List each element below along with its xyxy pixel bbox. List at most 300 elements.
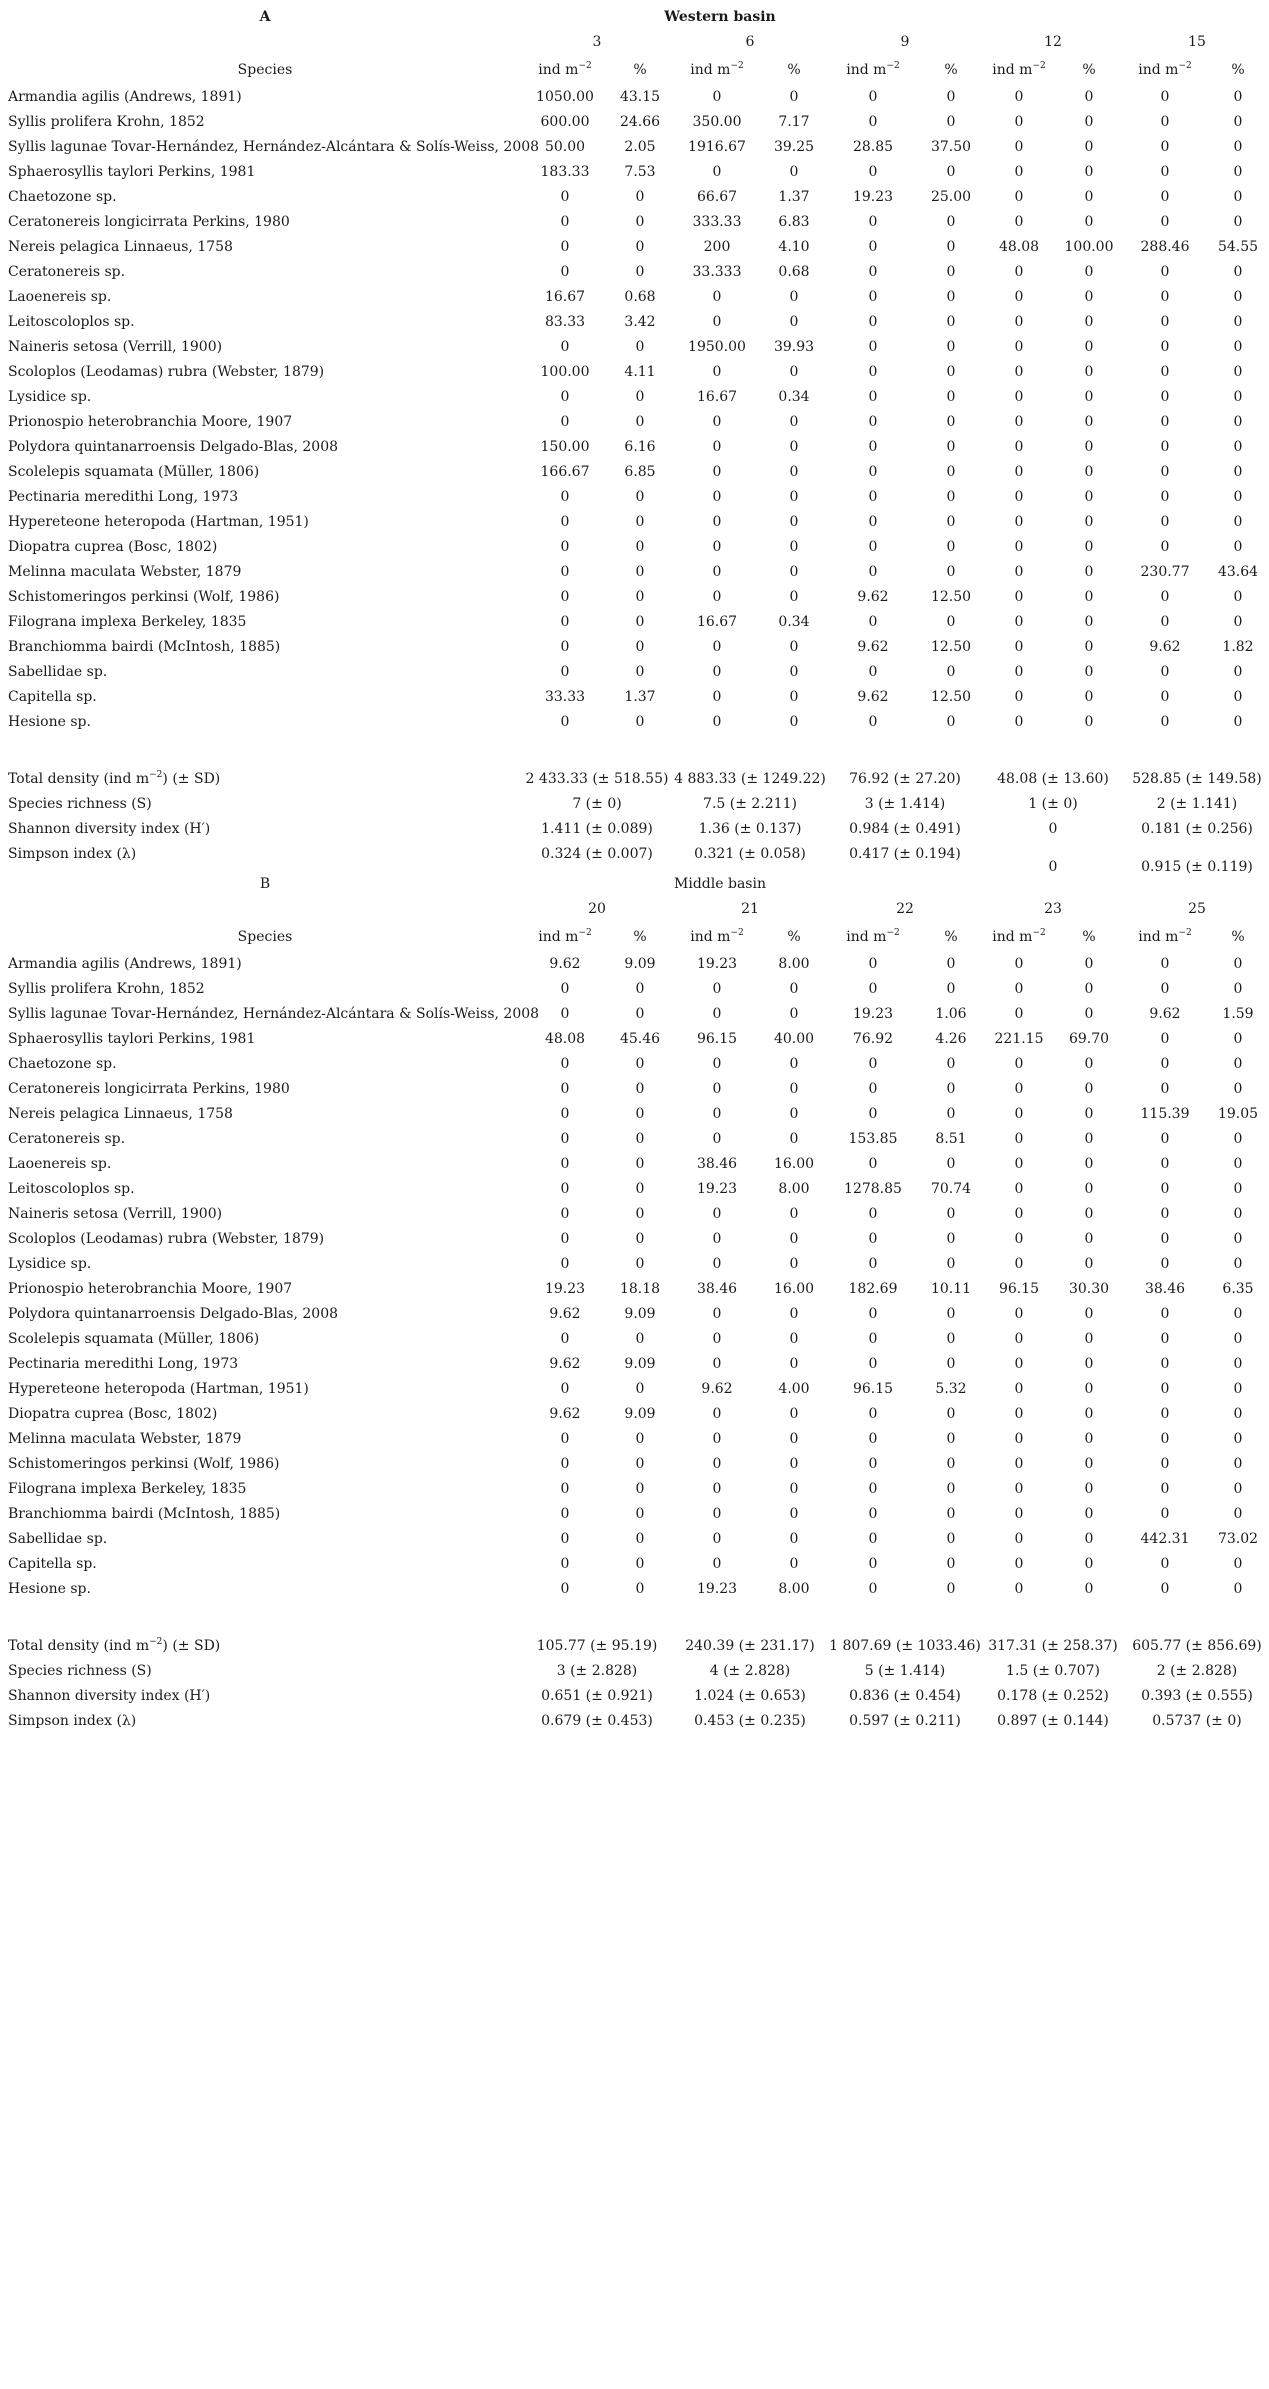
total-density-value: 105.77 (± 95.19) (536, 1638, 658, 1654)
percent-cell: 8.00 (778, 1181, 810, 1197)
percent-cell: 0 (789, 364, 799, 380)
percent-cell: 0 (1233, 689, 1243, 705)
percent-cell: 0 (635, 214, 645, 230)
percent-cell: 0 (1084, 689, 1094, 705)
species-richness-value: 1 (± 0) (1028, 796, 1078, 812)
density-cell: 0 (560, 239, 570, 255)
percent-cell: 0 (1233, 1406, 1243, 1422)
shannon-index-label: Shannon diversity index (H′) (8, 1688, 211, 1704)
percent-cell: 0 (1084, 614, 1094, 630)
percent-cell: 69.70 (1068, 1031, 1110, 1047)
percent-cell: 0 (1233, 289, 1243, 305)
percent-cell: 0 (1233, 1081, 1243, 1097)
species-richness-value: 4 (± 2.828) (709, 1663, 791, 1679)
density-unit-header (846, 928, 899, 946)
density-cell: 0 (1160, 89, 1170, 105)
density-cell: 182.69 (848, 1281, 898, 1297)
density-cell: 0 (560, 1581, 570, 1597)
percent-cell: 0 (1233, 514, 1243, 530)
species-name: Hesione sp. (8, 714, 91, 730)
species-name: Chaetozone sp. (8, 189, 117, 205)
percent-cell: 0 (946, 956, 956, 972)
percent-cell: 0 (635, 1581, 645, 1597)
percent-cell: 0 (1084, 1256, 1094, 1272)
percent-cell: 0 (1084, 139, 1094, 155)
percent-cell: 2.05 (624, 139, 656, 155)
density-cell: 38.46 (696, 1156, 738, 1172)
density-cell: 1050.00 (536, 89, 594, 105)
density-cell: 0 (1160, 1206, 1170, 1222)
density-cell: 0 (712, 1481, 722, 1497)
percent-cell: 0 (789, 689, 799, 705)
density-cell: 0 (560, 1131, 570, 1147)
density-cell: 0 (1160, 1506, 1170, 1522)
percent-cell: 0 (946, 439, 956, 455)
percent-cell: 8.00 (778, 956, 810, 972)
density-cell: 0 (712, 1231, 722, 1247)
percent-cell: 0 (946, 89, 956, 105)
percent-cell: 0 (1233, 981, 1243, 997)
percent-cell: 0 (789, 489, 799, 505)
panel-letter: A (259, 9, 271, 25)
density-cell: 0 (560, 1381, 570, 1397)
percent-cell: 0 (635, 1081, 645, 1097)
density-cell: 0 (1014, 1231, 1024, 1247)
percent-cell: 0 (1084, 439, 1094, 455)
density-cell: 0 (712, 1531, 722, 1547)
density-cell: 0 (560, 614, 570, 630)
percent-cell: 5.32 (935, 1381, 967, 1397)
percent-cell: 0 (635, 1431, 645, 1447)
unit-label: ind m (538, 62, 579, 78)
percent-cell: 0 (946, 1156, 956, 1172)
percent-cell: 0 (789, 1406, 799, 1422)
percent-cell: 0 (1084, 264, 1094, 280)
density-unit-header (992, 61, 1045, 79)
station-number: 6 (745, 34, 755, 50)
density-cell: 0 (712, 1081, 722, 1097)
density-cell: 0 (1014, 1556, 1024, 1572)
species-name: Polydora quintanarroensis Delgado-Blas, 2008 (8, 1306, 339, 1322)
density-cell: 0 (868, 1356, 878, 1372)
species-name: Armandia agilis (Andrews, 1891) (8, 956, 242, 972)
percent-header: % (944, 929, 958, 945)
species-name: Sabellidae sp. (8, 664, 108, 680)
density-cell: 0 (868, 1231, 878, 1247)
species-richness-value: 7 (± 0) (572, 796, 622, 812)
density-cell: 0 (868, 89, 878, 105)
density-unit-header (690, 928, 743, 946)
density-cell: 0 (1160, 1381, 1170, 1397)
station-number: 3 (592, 34, 602, 50)
percent-cell: 0 (789, 314, 799, 330)
percent-cell: 0 (946, 564, 956, 580)
shannon-index-value: 0.984 (± 0.491) (849, 821, 961, 837)
percent-cell: 0 (1084, 564, 1094, 580)
density-cell: 9.62 (549, 1356, 581, 1372)
density-cell: 0 (1014, 539, 1024, 555)
density-cell: 100.00 (540, 364, 590, 380)
density-cell: 0 (560, 339, 570, 355)
density-cell: 0 (712, 639, 722, 655)
density-cell: 76.92 (852, 1031, 894, 1047)
density-cell: 0 (1160, 1231, 1170, 1247)
density-cell: 0 (868, 956, 878, 972)
density-cell: 0 (1160, 1406, 1170, 1422)
percent-cell: 4.00 (778, 1381, 810, 1397)
species-name: Filograna implexa Berkeley, 1835 (8, 614, 247, 630)
species-richness-value: 7.5 (± 2.211) (703, 796, 797, 812)
density-cell: 0 (868, 1581, 878, 1597)
density-cell: 0 (868, 339, 878, 355)
density-cell: 0 (712, 414, 722, 430)
station-number: 20 (588, 901, 606, 917)
density-cell: 0 (868, 1506, 878, 1522)
density-cell: 0 (1160, 664, 1170, 680)
density-cell: 0 (1014, 314, 1024, 330)
density-cell: 0 (560, 539, 570, 555)
density-cell: 0 (1014, 214, 1024, 230)
percent-cell: 24.66 (619, 114, 661, 130)
species-name: Syllis prolifera Krohn, 1852 (8, 114, 205, 130)
percent-cell: 0 (1084, 1556, 1094, 1572)
density-cell: 0 (1160, 214, 1170, 230)
species-name: Syllis lagunae Tovar-Hernández, Hernández-Alcántara & Solís-Weiss, 2008 (8, 139, 540, 155)
density-cell: 0 (868, 214, 878, 230)
percent-cell: 0 (635, 489, 645, 505)
density-cell: 9.62 (701, 1381, 733, 1397)
density-cell: 0 (868, 714, 878, 730)
species-column-header: Species (237, 62, 293, 78)
percent-cell: 0 (946, 314, 956, 330)
density-cell: 19.23 (696, 1581, 738, 1597)
density-cell: 0 (1014, 664, 1024, 680)
density-cell: 0 (868, 264, 878, 280)
species-richness-label: Species richness (S) (8, 796, 152, 812)
density-cell: 0 (1160, 464, 1170, 480)
percent-cell: 0 (946, 489, 956, 505)
percent-cell: 0 (635, 1256, 645, 1272)
percent-cell: 0 (1233, 89, 1243, 105)
density-unit-header (992, 928, 1045, 946)
percent-cell: 0 (1084, 1306, 1094, 1322)
density-cell: 0 (1014, 1081, 1024, 1097)
percent-cell: 0 (946, 1106, 956, 1122)
species-name: Leitoscoloplos sp. (8, 1181, 135, 1197)
percent-cell: 1.82 (1222, 639, 1254, 655)
percent-cell: 0 (789, 1306, 799, 1322)
percent-cell: 0 (635, 614, 645, 630)
shannon-index-value: 0 (1048, 821, 1058, 837)
percent-cell: 0 (789, 414, 799, 430)
density-cell: 0 (560, 1181, 570, 1197)
percent-cell: 6.16 (624, 439, 656, 455)
percent-cell: 1.06 (935, 1006, 967, 1022)
station-number: 9 (900, 34, 910, 50)
density-cell: 0 (1160, 614, 1170, 630)
density-cell: 350.00 (692, 114, 742, 130)
density-cell: 0 (868, 1156, 878, 1172)
percent-cell: 0 (946, 264, 956, 280)
density-cell: 0 (1160, 1456, 1170, 1472)
percent-cell: 0 (789, 1331, 799, 1347)
species-name: Sabellidae sp. (8, 1531, 108, 1547)
density-unit-header (1138, 928, 1191, 946)
density-cell: 9.62 (549, 956, 581, 972)
percent-cell: 0 (789, 1056, 799, 1072)
species-name: Filograna implexa Berkeley, 1835 (8, 1481, 247, 1497)
density-cell: 0 (560, 1156, 570, 1172)
percent-cell: 0 (635, 1131, 645, 1147)
density-cell: 0 (1160, 1306, 1170, 1322)
density-cell: 0 (1014, 364, 1024, 380)
percent-cell: 7.17 (778, 114, 810, 130)
density-cell: 0 (1160, 1081, 1170, 1097)
percent-cell: 40.00 (773, 1031, 815, 1047)
density-cell: 0 (1014, 514, 1024, 530)
percent-cell: 0 (1233, 264, 1243, 280)
shannon-index-value: 0.836 (± 0.454) (849, 1688, 961, 1704)
percent-cell: 0.68 (624, 289, 656, 305)
simpson-index-value: 0.324 (± 0.007) (541, 846, 653, 862)
total-density-value: 317.31 (± 258.37) (988, 1638, 1118, 1654)
total-density-value: 240.39 (± 231.17) (685, 1638, 815, 1654)
density-cell: 0 (560, 1006, 570, 1022)
density-unit-header (538, 61, 591, 79)
density-cell: 0 (868, 289, 878, 305)
density-cell: 0 (712, 464, 722, 480)
superscript-exponent: −2 (730, 928, 744, 938)
species-name: Scoloplos (Leodamas) rubra (Webster, 1879) (8, 364, 325, 380)
density-cell: 0 (1014, 1131, 1024, 1147)
percent-cell: 0 (1233, 1156, 1243, 1172)
species-name: Prionospio heterobranchia Moore, 1907 (8, 1281, 293, 1297)
percent-cell: 0 (1233, 339, 1243, 355)
density-cell: 0 (712, 1331, 722, 1347)
percent-cell: 0 (789, 439, 799, 455)
percent-cell: 0 (1233, 389, 1243, 405)
percent-cell: 0 (635, 639, 645, 655)
density-cell: 0 (1014, 139, 1024, 155)
density-cell: 150.00 (540, 439, 590, 455)
density-cell: 0 (1014, 589, 1024, 605)
percent-cell: 0 (635, 1006, 645, 1022)
total-density-value: 1 807.69 (± 1033.46) (829, 1638, 981, 1654)
density-cell: 0 (1160, 439, 1170, 455)
density-cell: 48.08 (998, 239, 1040, 255)
percent-cell: 0 (1084, 714, 1094, 730)
density-cell: 0 (712, 539, 722, 555)
species-richness-value: 5 (± 1.414) (864, 1663, 946, 1679)
percent-cell: 0 (946, 1481, 956, 1497)
density-cell: 0 (1160, 1256, 1170, 1272)
percent-cell: 0 (946, 539, 956, 555)
density-cell: 0 (868, 1056, 878, 1072)
density-cell: 0 (1160, 1481, 1170, 1497)
simpson-index-value: 0.5737 (± 0) (1152, 1713, 1242, 1729)
density-cell: 0 (868, 114, 878, 130)
density-cell: 0 (712, 1556, 722, 1572)
density-cell: 0 (1014, 1006, 1024, 1022)
density-cell: 0 (1160, 1581, 1170, 1597)
percent-cell: 0 (635, 1556, 645, 1572)
density-cell: 0 (1014, 389, 1024, 405)
simpson-index-value: 0.417 (± 0.194) (849, 846, 961, 862)
density-cell: 0 (1014, 1356, 1024, 1372)
density-cell: 38.46 (696, 1281, 738, 1297)
percent-cell: 0 (789, 589, 799, 605)
percent-cell: 0 (789, 1206, 799, 1222)
percent-cell: 0 (946, 614, 956, 630)
density-cell: 0 (712, 664, 722, 680)
superscript-exponent: −2 (578, 928, 592, 938)
density-cell: 0 (712, 289, 722, 305)
species-name: Polydora quintanarroensis Delgado-Blas, 2008 (8, 439, 339, 455)
percent-cell: 0 (789, 1106, 799, 1122)
density-cell: 0 (560, 1506, 570, 1522)
unit-label: ind m (1138, 62, 1179, 78)
simpson-index-value: 0.897 (± 0.144) (997, 1713, 1109, 1729)
shannon-index-value: 0.178 (± 0.252) (997, 1688, 1109, 1704)
density-cell: 0 (1014, 164, 1024, 180)
percent-cell: 0 (1084, 314, 1094, 330)
simpson-index-value: 0.453 (± 0.235) (694, 1713, 806, 1729)
density-cell: 0 (1014, 614, 1024, 630)
total-density-label (8, 1637, 220, 1655)
density-cell: 0 (868, 489, 878, 505)
percent-cell: 0 (1233, 439, 1243, 455)
percent-cell: 0 (789, 639, 799, 655)
percent-cell: 0 (946, 1081, 956, 1097)
density-cell: 0 (712, 514, 722, 530)
percent-cell: 0 (946, 1331, 956, 1347)
percent-cell: 0 (789, 1531, 799, 1547)
density-cell: 0 (560, 564, 570, 580)
percent-cell: 12.50 (930, 689, 972, 705)
percent-cell: 0 (635, 189, 645, 205)
percent-cell: 0 (1233, 1306, 1243, 1322)
percent-cell: 0 (1233, 214, 1243, 230)
density-cell: 0 (1014, 339, 1024, 355)
simpson-index-value: 0.321 (± 0.058) (694, 846, 806, 862)
density-cell: 0 (1014, 564, 1024, 580)
percent-cell: 0 (946, 981, 956, 997)
species-name: Naineris setosa (Verrill, 1900) (8, 339, 223, 355)
density-cell: 0 (1160, 114, 1170, 130)
percent-cell: 0 (789, 1131, 799, 1147)
percent-cell: 37.50 (930, 139, 972, 155)
percent-cell: 0 (1084, 339, 1094, 355)
density-cell: 0 (560, 514, 570, 530)
percent-header: % (1231, 929, 1245, 945)
density-cell: 221.15 (994, 1031, 1044, 1047)
percent-cell: 0 (946, 514, 956, 530)
density-cell: 0 (712, 714, 722, 730)
percent-cell: 0 (1233, 414, 1243, 430)
density-cell: 0 (868, 514, 878, 530)
percent-cell: 0 (1084, 1381, 1094, 1397)
percent-cell: 0 (635, 339, 645, 355)
unit-label: ind m (992, 929, 1033, 945)
panel-letter: B (259, 876, 271, 892)
density-cell: 83.33 (544, 314, 586, 330)
percent-cell: 0 (789, 1231, 799, 1247)
density-cell: 1950.00 (688, 339, 746, 355)
density-cell: 9.62 (549, 1406, 581, 1422)
density-cell: 9.62 (549, 1306, 581, 1322)
percent-cell: 0 (946, 1456, 956, 1472)
percent-cell: 0 (1233, 664, 1243, 680)
percent-cell: 0 (635, 389, 645, 405)
density-cell: 0 (1160, 489, 1170, 505)
percent-cell: 0 (946, 714, 956, 730)
percent-cell: 0 (1084, 539, 1094, 555)
percent-cell: 0 (1084, 89, 1094, 105)
species-name: Chaetozone sp. (8, 1056, 117, 1072)
percent-cell: 0 (1084, 1481, 1094, 1497)
density-cell: 0 (1160, 981, 1170, 997)
density-cell: 9.62 (857, 689, 889, 705)
density-cell: 0 (560, 1231, 570, 1247)
density-unit-header (690, 61, 743, 79)
density-cell: 19.23 (696, 1181, 738, 1197)
percent-header: % (633, 62, 647, 78)
percent-cell: 0 (1084, 1131, 1094, 1147)
density-cell: 0 (1014, 1581, 1024, 1597)
percent-cell: 0 (946, 214, 956, 230)
density-cell: 0 (1160, 1356, 1170, 1372)
percent-cell: 0 (946, 1556, 956, 1572)
density-cell: 0 (1160, 1331, 1170, 1347)
percent-cell: 0 (789, 89, 799, 105)
density-unit-header (538, 928, 591, 946)
density-cell: 0 (1014, 1431, 1024, 1447)
density-cell: 16.67 (544, 289, 586, 305)
percent-cell: 0.34 (778, 389, 810, 405)
percent-cell: 0 (1084, 664, 1094, 680)
density-cell: 0 (560, 1481, 570, 1497)
species-name: Naineris setosa (Verrill, 1900) (8, 1206, 223, 1222)
percent-cell: 0 (1084, 1181, 1094, 1197)
percent-cell: 0 (1084, 1231, 1094, 1247)
percent-cell: 0 (1233, 314, 1243, 330)
density-cell: 0 (868, 464, 878, 480)
percent-cell: 0 (1233, 614, 1243, 630)
percent-cell: 12.50 (930, 639, 972, 655)
percent-cell: 0 (635, 1056, 645, 1072)
density-cell: 0 (1014, 639, 1024, 655)
percent-cell: 0 (789, 564, 799, 580)
percent-cell: 0 (1233, 1381, 1243, 1397)
density-cell: 0 (560, 489, 570, 505)
percent-cell: 0.68 (778, 264, 810, 280)
superscript-exponent: −2 (149, 1637, 163, 1647)
density-cell: 0 (712, 689, 722, 705)
density-cell: 0 (1014, 1206, 1024, 1222)
density-cell: 0 (868, 1431, 878, 1447)
percent-cell: 0 (635, 981, 645, 997)
superscript-exponent: −2 (1178, 61, 1192, 71)
percent-cell: 0 (1233, 1056, 1243, 1072)
species-name: Ceratonereis sp. (8, 1131, 126, 1147)
percent-cell: 0 (1084, 1431, 1094, 1447)
percent-cell: 0 (1084, 956, 1094, 972)
station-number: 12 (1044, 34, 1062, 50)
species-richness-value: 2 (± 1.141) (1156, 796, 1238, 812)
percent-cell: 43.64 (1217, 564, 1259, 580)
density-cell: 0 (1014, 489, 1024, 505)
percent-cell: 0 (1084, 189, 1094, 205)
